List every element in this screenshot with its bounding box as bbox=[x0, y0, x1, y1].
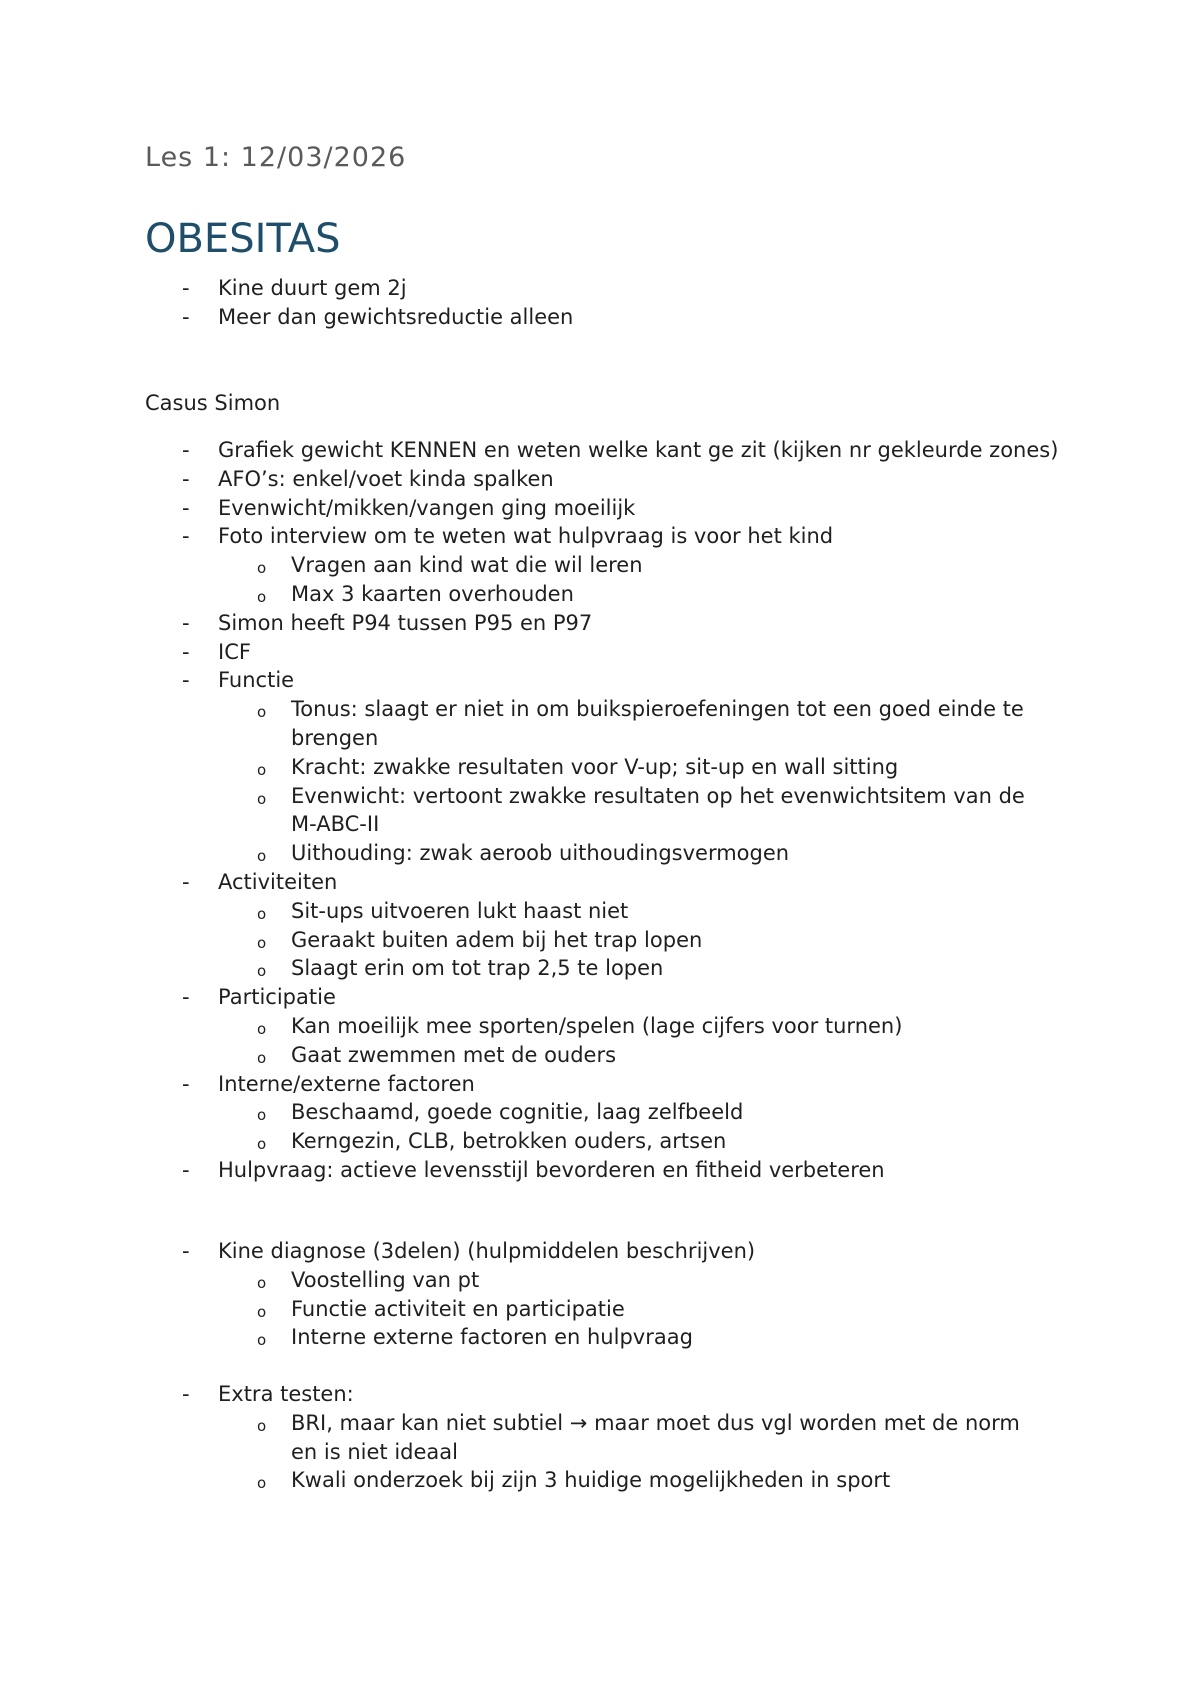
arrow-right-icon: → bbox=[569, 1410, 588, 1435]
dash-bullet: - bbox=[182, 524, 190, 549]
list-item: - AFO’s: enkel/voet kinda spalken bbox=[145, 465, 1106, 494]
list-item: - Foto interview om te weten wat hulpvraag is voor het kind o Vragen aan kind wat die wil leren o Max 3 kaarten overhouden bbox=[145, 522, 1106, 608]
sub-list-item: o Interne externe factoren en hulpvraag bbox=[218, 1323, 1043, 1352]
sub-list-item: o Vragen aan kind wat die wil leren bbox=[218, 551, 1043, 580]
sub-list-item: o BRI, maar kan niet subtiel → maar moet dus vgl worden met de norm en is niet ideaal bbox=[257, 1410, 1020, 1464]
circle-bullet: o bbox=[257, 703, 267, 722]
dash-bullet: - bbox=[182, 438, 190, 462]
lesson-date: Les 1: 12/03/2026 bbox=[145, 142, 407, 173]
circle-bullet: o bbox=[257, 847, 267, 866]
sub-list bbox=[218, 1266, 1106, 1352]
sub-list-item: o Evenwicht: vertoont zwakke resultaten op het evenwichtsitem van de M-ABC-II bbox=[257, 783, 1025, 837]
diagnose-list bbox=[145, 1237, 1106, 1352]
circle-bullet: o bbox=[257, 1106, 267, 1125]
sub-list-item: o Kwali onderzoek bij zijn 3 huidige mogelijkheden in sport bbox=[218, 1466, 1043, 1495]
sub-list-item: o Max 3 kaarten overhouden bbox=[218, 580, 1043, 609]
dash-bullet: - bbox=[182, 495, 190, 520]
list-item: - ICF bbox=[145, 638, 1106, 667]
circle-bullet: o bbox=[257, 1331, 267, 1350]
sub-list-item: o Tonus: slaagt er niet in om buikspieroefeningen tot een goed einde te brengen bbox=[257, 697, 1024, 750]
circle-bullet: o bbox=[257, 1474, 267, 1493]
list-item: - Kine duurt gem 2j bbox=[145, 274, 1106, 303]
circle-bullet: o bbox=[257, 1135, 267, 1154]
dash-bullet: - bbox=[182, 1239, 190, 1263]
circle-bullet: o bbox=[257, 587, 267, 606]
dash-bullet: - bbox=[182, 304, 190, 329]
circle-bullet: o bbox=[257, 559, 267, 578]
dash-bullet: - bbox=[182, 1071, 190, 1096]
sub-list bbox=[218, 1012, 1106, 1070]
sub-list-item: o Kerngezin, CLB, betrokken ouders, artsen bbox=[218, 1127, 1043, 1156]
sub-list bbox=[218, 695, 1106, 868]
list-item: - Simon heeft P94 tussen P95 en P97 bbox=[145, 609, 1106, 638]
document-title: OBESITAS bbox=[145, 216, 341, 262]
extra-tests-list bbox=[145, 1380, 1106, 1495]
circle-bullet: o bbox=[257, 933, 267, 952]
circle-bullet: o bbox=[257, 1302, 267, 1321]
circle-bullet: o bbox=[257, 904, 267, 923]
list-item: - Activiteiten o Sit-ups uitvoeren lukt haast niet o Geraakt buiten adem bij het trap lopen o Slaagt erin om tot trap 2,5 te lopen bbox=[145, 868, 1106, 983]
intro-list bbox=[145, 274, 1106, 332]
circle-bullet: o bbox=[257, 1048, 267, 1067]
sub-list bbox=[218, 897, 1106, 983]
list-item: - Participatie o Kan moeilijk mee sporten/spelen (lage cijfers voor turnen) o Gaat zwemmen met de ouders bbox=[145, 983, 1106, 1069]
dash-bullet: - bbox=[182, 668, 190, 693]
sub-list-item: o Functie activiteit en participatie bbox=[218, 1295, 1043, 1324]
casus-list bbox=[145, 436, 1106, 1185]
sub-list-item: o Voostelling van pt bbox=[218, 1266, 1043, 1295]
circle-bullet: o bbox=[257, 1416, 267, 1435]
sub-list-item: o Kan moeilijk mee sporten/spelen (lage cijfers voor turnen) bbox=[218, 1012, 1043, 1041]
list-item: - Grafiek gewicht KENNEN en weten welke kant ge zit (kijken nr gekleurde zones) bbox=[145, 436, 1106, 465]
list-item: - Meer dan gewichtsreductie alleen bbox=[145, 303, 1106, 332]
sub-list-item: o Beschaamd, goede cognitie, laag zelfbeeld bbox=[218, 1098, 1043, 1127]
dash-bullet: - bbox=[182, 276, 190, 300]
list-item: - Functie o Tonus: slaagt er niet in om buikspieroefeningen tot een goed einde te brengen o Kracht: zwakke resultaten voor V-up; sit-up en wall sitting o Evenwicht: vertoont zwakke resultaten op het evenwichtsitem van de M-ABC-II o Uithouding: zwak aeroob uithoudingsvermogen bbox=[145, 666, 1106, 868]
circle-bullet: o bbox=[257, 760, 267, 779]
dash-bullet: - bbox=[182, 1157, 190, 1182]
sub-list-item: o Sit-ups uitvoeren lukt haast niet bbox=[218, 897, 1043, 926]
list-item: - Interne/externe factoren o Beschaamd, goede cognitie, laag zelfbeeld o Kerngezin, CLB, betrokken ouders, artsen bbox=[145, 1070, 1106, 1156]
dash-bullet: - bbox=[182, 639, 190, 664]
sub-list-item: o Slaagt erin om tot trap 2,5 te lopen bbox=[218, 954, 1043, 983]
list-item: - Evenwicht/mikken/vangen ging moeilijk bbox=[145, 494, 1106, 523]
circle-bullet: o bbox=[257, 962, 267, 981]
list-item: - Kine diagnose (3delen) (hulpmiddelen beschrijven) o Voostelling van pt o Functie activiteit en participatie o Interne externe factoren en hulpvraag bbox=[145, 1237, 1106, 1352]
list-item: - Extra testen: o BRI, maar kan niet subtiel → maar moet dus vgl worden met de norm en is niet ideaal o Kwali onderzoek bij zijn 3 huidige mogelijkheden in sport bbox=[145, 1380, 1106, 1495]
dash-bullet: - bbox=[182, 610, 190, 635]
sub-list bbox=[218, 1409, 1106, 1495]
dash-bullet: - bbox=[182, 466, 190, 491]
circle-bullet: o bbox=[257, 1273, 267, 1292]
sub-list bbox=[218, 1098, 1106, 1156]
sub-list-item: o Uithouding: zwak aeroob uithoudingsvermogen bbox=[218, 839, 1043, 868]
dash-bullet: - bbox=[182, 1382, 190, 1406]
dash-bullet: - bbox=[182, 869, 190, 894]
sub-list-item: o Gaat zwemmen met de ouders bbox=[218, 1041, 1043, 1070]
dash-bullet: - bbox=[182, 985, 190, 1010]
circle-bullet: o bbox=[257, 1019, 267, 1038]
sub-list-item: o Geraakt buiten adem bij het trap lopen bbox=[218, 926, 1043, 955]
sub-list-item: o Kracht: zwakke resultaten voor V-up; sit-up en wall sitting bbox=[218, 753, 1043, 782]
circle-bullet: o bbox=[257, 789, 267, 808]
list-item: - Hulpvraag: actieve levensstijl bevorderen en fitheid verbeteren bbox=[145, 1156, 1106, 1185]
sub-list bbox=[218, 551, 1106, 609]
casus-heading: Casus Simon bbox=[145, 391, 281, 415]
